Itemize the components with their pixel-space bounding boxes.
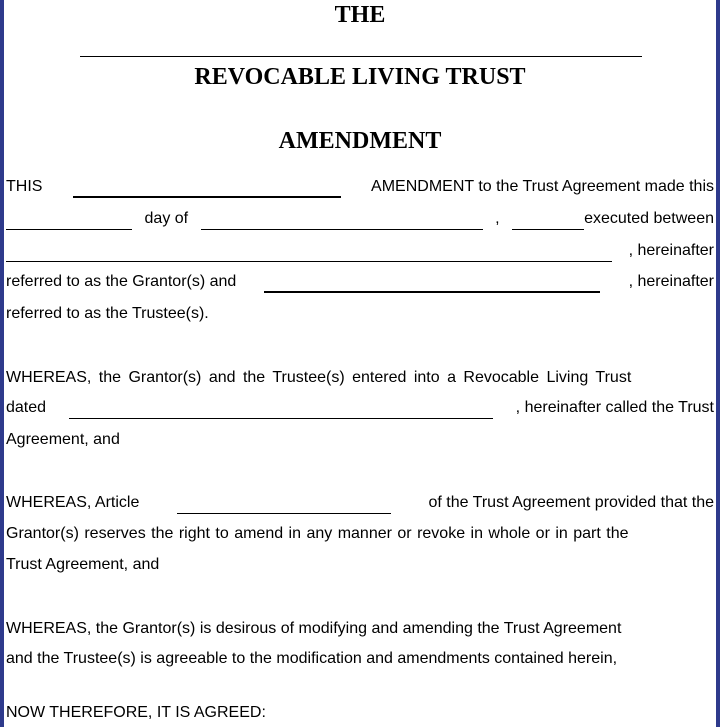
p1-line1 (6, 176, 714, 198)
p5-line1: NOW THEREFORE, IT IS AGREED: (6, 704, 266, 721)
p1-line3 (6, 240, 714, 262)
article-blank[interactable] (177, 496, 391, 514)
text-this: THIS (6, 178, 43, 195)
trust-name-blank[interactable] (80, 56, 642, 57)
p2-line1 (6, 367, 714, 389)
text-provided-that: of the Trust Agreement provided that the (428, 494, 714, 511)
p4-line2: and the Trustee(s) is agreeable to the modification and amendments contained herein, (6, 650, 618, 667)
p1-line4 (6, 271, 714, 293)
p3-line1 (6, 492, 714, 514)
p2-line3: Agreement, and (6, 431, 120, 448)
text-hereinafter-1: , hereinafter (628, 242, 714, 259)
text-amendment-to: AMENDMENT to the Trust Agreement made this (371, 178, 714, 195)
p3-line2 (6, 523, 714, 545)
document-page (4, 0, 716, 727)
text-comma: , (495, 210, 500, 227)
text-executed-between: executed between (584, 210, 714, 227)
text-dated: dated (6, 399, 47, 416)
p1-line5: referred to as the Trustee(s). (6, 305, 209, 322)
p2-line2 (6, 397, 714, 419)
text-whereas-entered: WHEREAS, the Grantor(s) and the Trustee(s) entered into a Revocable Living Trust (6, 369, 632, 386)
p3-line3: Trust Agreement, and (6, 556, 160, 573)
title-revocable-living-trust: REVOCABLE LIVING TRUST (194, 64, 526, 90)
title-amendment: AMENDMENT (278, 128, 442, 154)
year-blank[interactable] (512, 212, 584, 230)
trust-date-blank[interactable] (69, 401, 493, 419)
title-the: THE (334, 2, 386, 28)
text-grantor-and: referred to as the Grantor(s) and (6, 273, 237, 290)
text-day-of: day of (144, 210, 189, 227)
month-year-blank[interactable] (201, 212, 483, 230)
grantor-name-blank[interactable] (6, 244, 612, 262)
text-called-trust: , hereinafter called the Trust (515, 399, 714, 416)
p1-line2 (6, 208, 714, 230)
text-reserves-right: Grantor(s) reserves the right to amend in any manner or revoke in whole or in part the (6, 525, 629, 542)
amendment-number-blank[interactable] (73, 179, 341, 198)
day-blank[interactable] (6, 212, 132, 230)
text-whereas-article: WHEREAS, Article (6, 494, 140, 511)
trustee-name-blank[interactable] (264, 274, 600, 293)
text-hereinafter-2: , hereinafter (628, 273, 714, 290)
p4-line1: WHEREAS, the Grantor(s) is desirous of modifying and amending the Trust Agreement (6, 620, 622, 637)
